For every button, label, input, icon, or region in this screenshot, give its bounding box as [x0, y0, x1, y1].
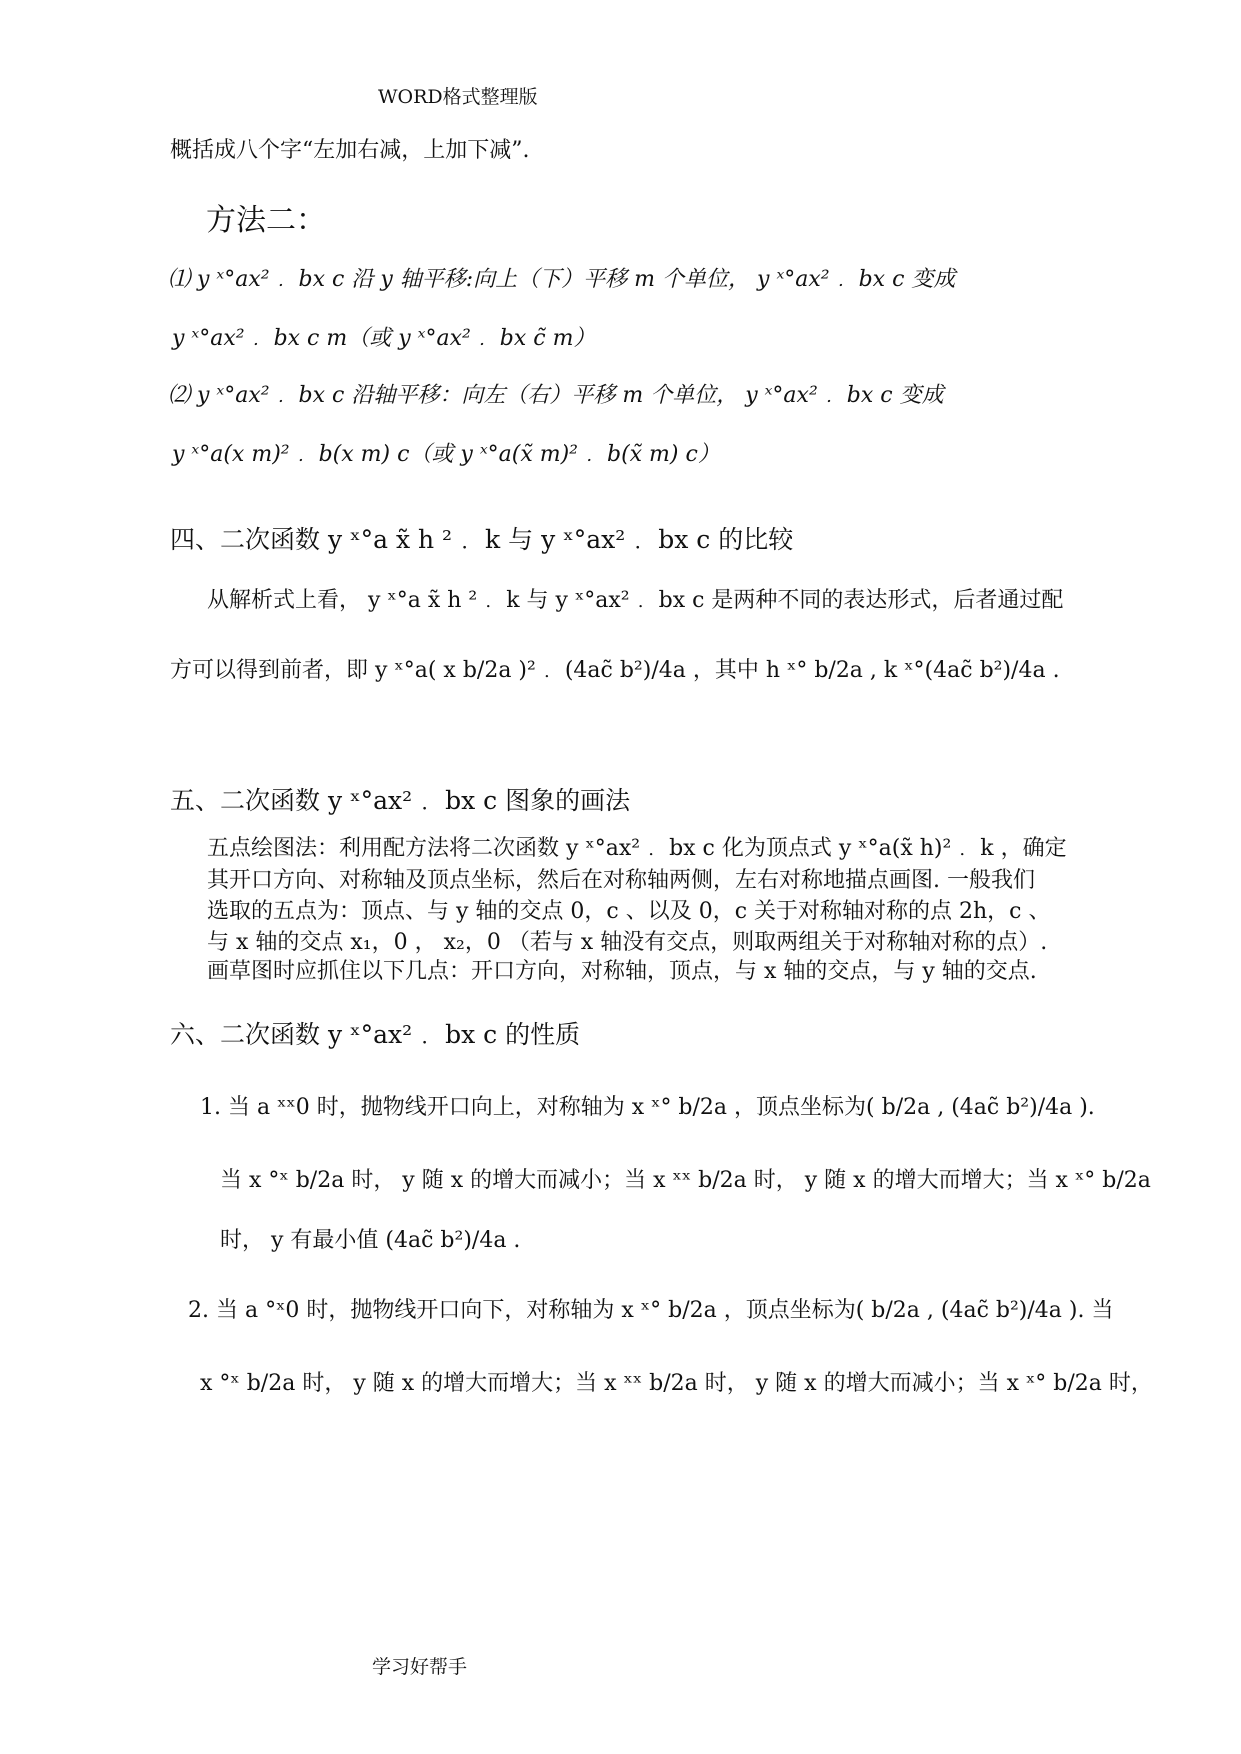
section-5-line-3: 选取的五点为：顶点、与 y 轴的交点 0，c 、以及 0，c 关于对称轴对称的点 2h，c 、 — [207, 899, 1051, 924]
method-two-title: 方法二： — [206, 203, 326, 238]
section-5-line-2: 其开口方向、对称轴及顶点坐标，然后在对称轴两侧，左右对称地描点画图. 一般我们 — [207, 868, 1035, 893]
section-5-title: 五、二次函数 y ˣ°ax²﹒ bx c 图象的画法 — [170, 786, 631, 815]
property-2-line-a: 2. 当 a °ˣ0 时，抛物线开口向下，对称轴为 x ˣ° b/2a ，顶点坐标为( b/2a , (4ac̃ b²)/4a ). 当 — [188, 1298, 1114, 1323]
property-1-line-b: 当 x °ˣ b/2a 时， y 随 x 的增大而减小；当 x ˣˣ b/2a 时， y 随 x 的增大而增大；当 x ˣ° b/2a — [220, 1168, 1151, 1193]
property-1-line-c: 时， y 有最小值 (4ac̃ b²)/4a . — [220, 1228, 521, 1253]
section-5-line-1: 五点绘图法：利用配方法将二次函数 y ˣ°ax²﹒ bx c 化为顶点式 y ˣ°a(x̃ h)²﹒ k ，确定 — [207, 836, 1067, 861]
section-4-paragraph-line-2: 方可以得到前者，即 y ˣ°a( x b/2a )²﹒ (4ac̃ b²)/4a ，其中 h ˣ° b/2a , k ˣ°(4ac̃ b²)/4a . — [170, 658, 1060, 683]
section-5-line-4: 与 x 轴的交点 x₁，0 ， x₂，0 （若与 x 轴没有交点，则取两组关于对称轴对称的点）. — [207, 930, 1048, 955]
page-header: WORD格式整理版 — [378, 86, 538, 108]
rule-2-line-b: y ˣ°a(x m)²﹒ b(x m) c（或 y ˣ°a(x̃ m)²﹒ b(x̃ m) c） — [172, 442, 720, 467]
property-1-line-a: 1. 当 a ˣˣ0 时，抛物线开口向上，对称轴为 x ˣ° b/2a ，顶点坐标为( b/2a , (4ac̃ b²)/4a ). — [200, 1095, 1095, 1120]
rule-1-line-a: ⑴ y ˣ°ax²﹒ bx c 沿 y 轴平移:向上（下）平移 m 个单位， y ˣ°ax²﹒ bx c 变成 — [168, 267, 956, 292]
page-footer: 学习好帮手 — [372, 1656, 468, 1678]
property-2-line-b: x °ˣ b/2a 时， y 随 x 的增大而增大；当 x ˣˣ b/2a 时， y 随 x 的增大而减小；当 x ˣ° b/2a 时， — [200, 1371, 1153, 1396]
section-4-paragraph-line-1: 从解析式上看， y ˣ°a x̃ h ²﹒ k 与 y ˣ°ax²﹒ bx c 是两种不同的表达形式，后者通过配 — [207, 588, 1064, 613]
section-6-title: 六、二次函数 y ˣ°ax²﹒ bx c 的性质 — [170, 1020, 581, 1049]
section-4-title: 四、二次函数 y ˣ°a x̃ h ²﹒ k 与 y ˣ°ax²﹒ bx c 的比较 — [170, 525, 794, 554]
section-5-line-5: 画草图时应抓住以下几点：开口方向，对称轴，顶点，与 x 轴的交点，与 y 轴的交点. — [207, 959, 1037, 984]
rule-2-line-a: ⑵ y ˣ°ax²﹒ bx c 沿轴平移：向左（右）平移 m 个单位， y ˣ°ax²﹒ bx c 变成 — [168, 383, 944, 408]
rule-1-line-b: y ˣ°ax²﹒ bx c m（或 y ˣ°ax²﹒ bx c̃ m） — [172, 326, 596, 351]
summary-line: 概括成八个字“左加右减，上加下减”. — [170, 138, 530, 163]
